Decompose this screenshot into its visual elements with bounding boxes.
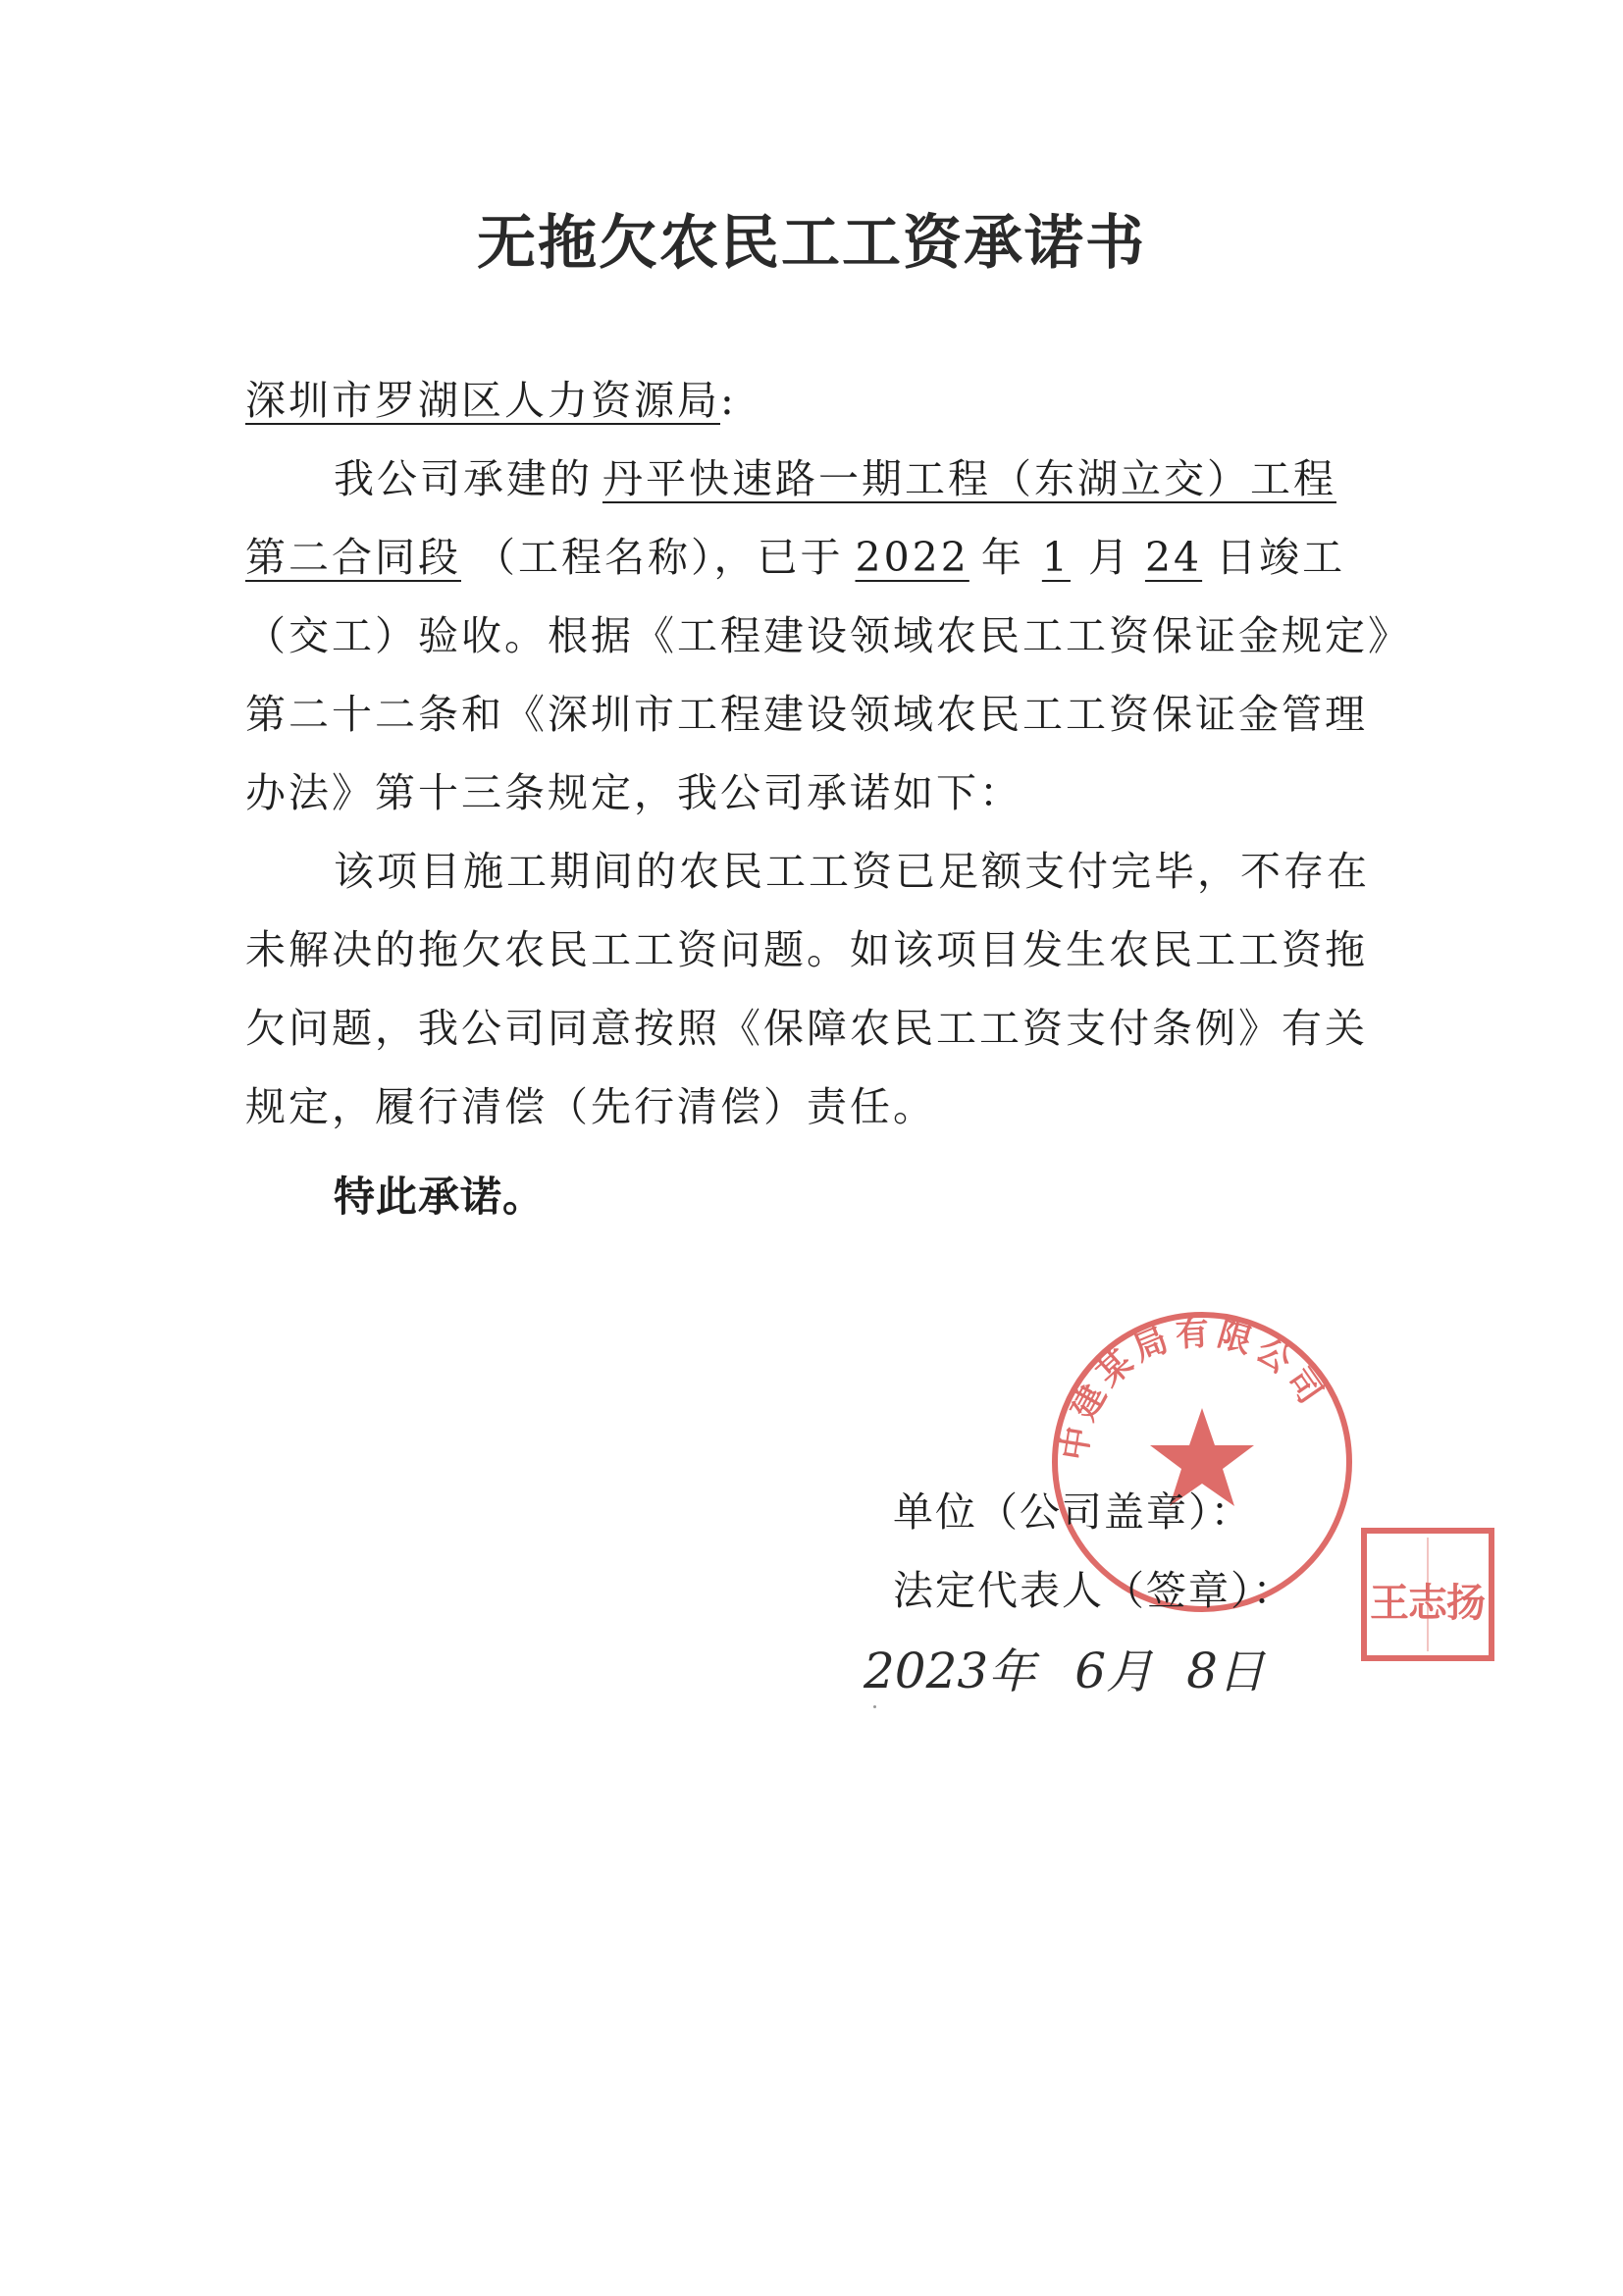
p1-line-3: （交工）验收。根据《工程建设领域农民工工资保证金规定》: [245, 612, 1411, 659]
p2-line-4: 规定，履行清偿（先行清偿）责任。: [245, 1083, 936, 1130]
unit-seal-label: 单位（公司盖章）：: [893, 1488, 1253, 1536]
p1-line-1: 我公司承建的 丹平快速路一期工程（东湖立交）工程: [334, 455, 1336, 502]
p1-line-2: 第二合同段 （工程名称），已于 2022 年 1 月 24 日竣工: [245, 534, 1346, 581]
scan-mark: [873, 1705, 876, 1708]
signature-date: 2023年 6月 8日: [864, 1643, 1265, 1699]
p2-line-2: 未解决的拖欠农民工工资问题。如该项目发生农民工工资拖: [245, 926, 1368, 973]
completion-month: 1: [1041, 534, 1071, 581]
recipient-line: 深圳市罗湖区人力资源局:: [245, 377, 737, 424]
p2-line-3: 欠问题，我公司同意按照《保障农民工工资支付条例》有关: [245, 1005, 1368, 1052]
svg-text:中建某局有限公司: 中建某局有限公司: [1054, 1313, 1334, 1464]
recipient: 深圳市罗湖区人力资源局: [245, 377, 720, 424]
completion-year: 2022: [855, 534, 969, 581]
document-title: 无拖欠农民工工资承诺书: [477, 209, 1146, 278]
completion-day: 24: [1144, 534, 1203, 581]
p1-line-4: 第二十二条和《深圳市工程建设领域农民工工资保证金管理: [245, 691, 1368, 738]
p2-line-1: 该项目施工期间的农民工工资已足额支付完毕，不存在: [334, 848, 1370, 895]
svg-text:王志扬: 王志扬: [1370, 1580, 1486, 1626]
project-name-part-1: 丹平快速路一期工程（东湖立交）工程: [602, 455, 1336, 502]
p1-line-5: 办法》第十三条规定，我公司承诺如下：: [245, 769, 1022, 816]
legal-rep-label: 法定代表人（签章）：: [893, 1567, 1295, 1614]
legal-rep-stamp: [1359, 1526, 1496, 1663]
closing-statement: 特此承诺。: [334, 1173, 546, 1221]
project-name-part-2: 第二合同段: [245, 534, 461, 581]
